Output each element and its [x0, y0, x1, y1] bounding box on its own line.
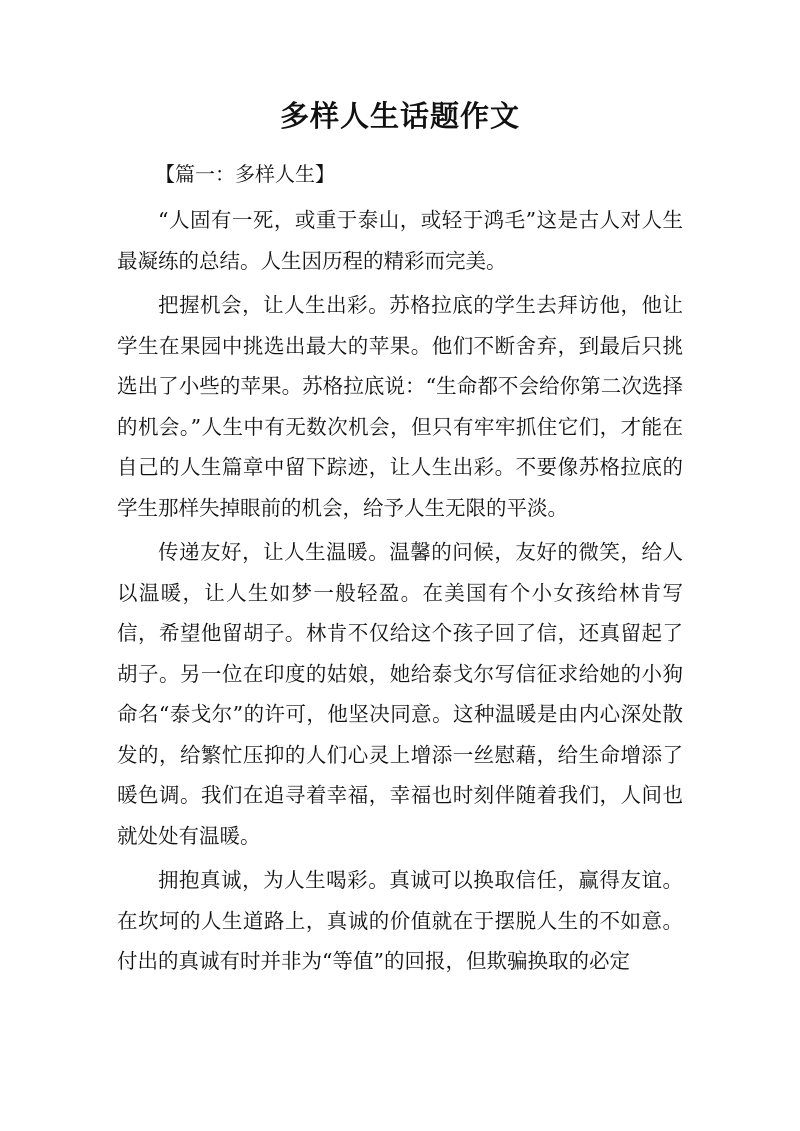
document-title: 多样人生话题作文 — [279, 99, 520, 133]
paragraph-1: “人固有一死，或重于泰山，或轻于鸿毛”这是古人对人生最凝练的总结。人生因历程的精彩而完美。 — [117, 208, 683, 273]
document-body — [117, 154, 683, 986]
paragraph-3: 传递友好，让人生温暖。温馨的问候，友好的微笑，给人以温暖，让人生如梦一般轻盈。在美国有个小女孩给林肯写信，希望他留胡子。林肯不仅给这个孩子回了信，还真留起了胡子。另一位在印度的姑娘，她给泰戈尔写信征求给她的小狗命名“泰戈尔”的许可，他坚决同意。这种温暖是由内心深处散发的，给繁忙压抑的人们心灵上增添一丝慰藉，给生命增添了暖色调。我们在追寻着幸福，幸福也时刻伴随着我们，人间也就处处有温暖。 — [117, 540, 683, 848]
paragraph-2: 把握机会，让人生出彩。苏格拉底的学生去拜访他，他让学生在果园中挑选出最大的苹果。他们不断舍弃，到最后只挑选出了小些的苹果。苏格拉底说：“生命都不会给你第二次选择的机会。”人生中有无数次机会，但只有牢牢抓住它们，才能在自己的人生篇章中留下踪迹，让人生出彩。不要像苏格拉底的学生那样失掉眼前的机会，给予人生无限的平淡。 — [117, 293, 683, 520]
paragraph-4: 拥抱真诚，为人生喝彩。真诚可以换取信任，赢得友谊。在坎坷的人生道路上，真诚的价值就在于摆脱人生的不如意。付出的真诚有时并非为“等值”的回报，但欺骗换取的必定 — [117, 868, 683, 973]
section-heading: 【篇一：多样人生】 — [155, 162, 335, 186]
